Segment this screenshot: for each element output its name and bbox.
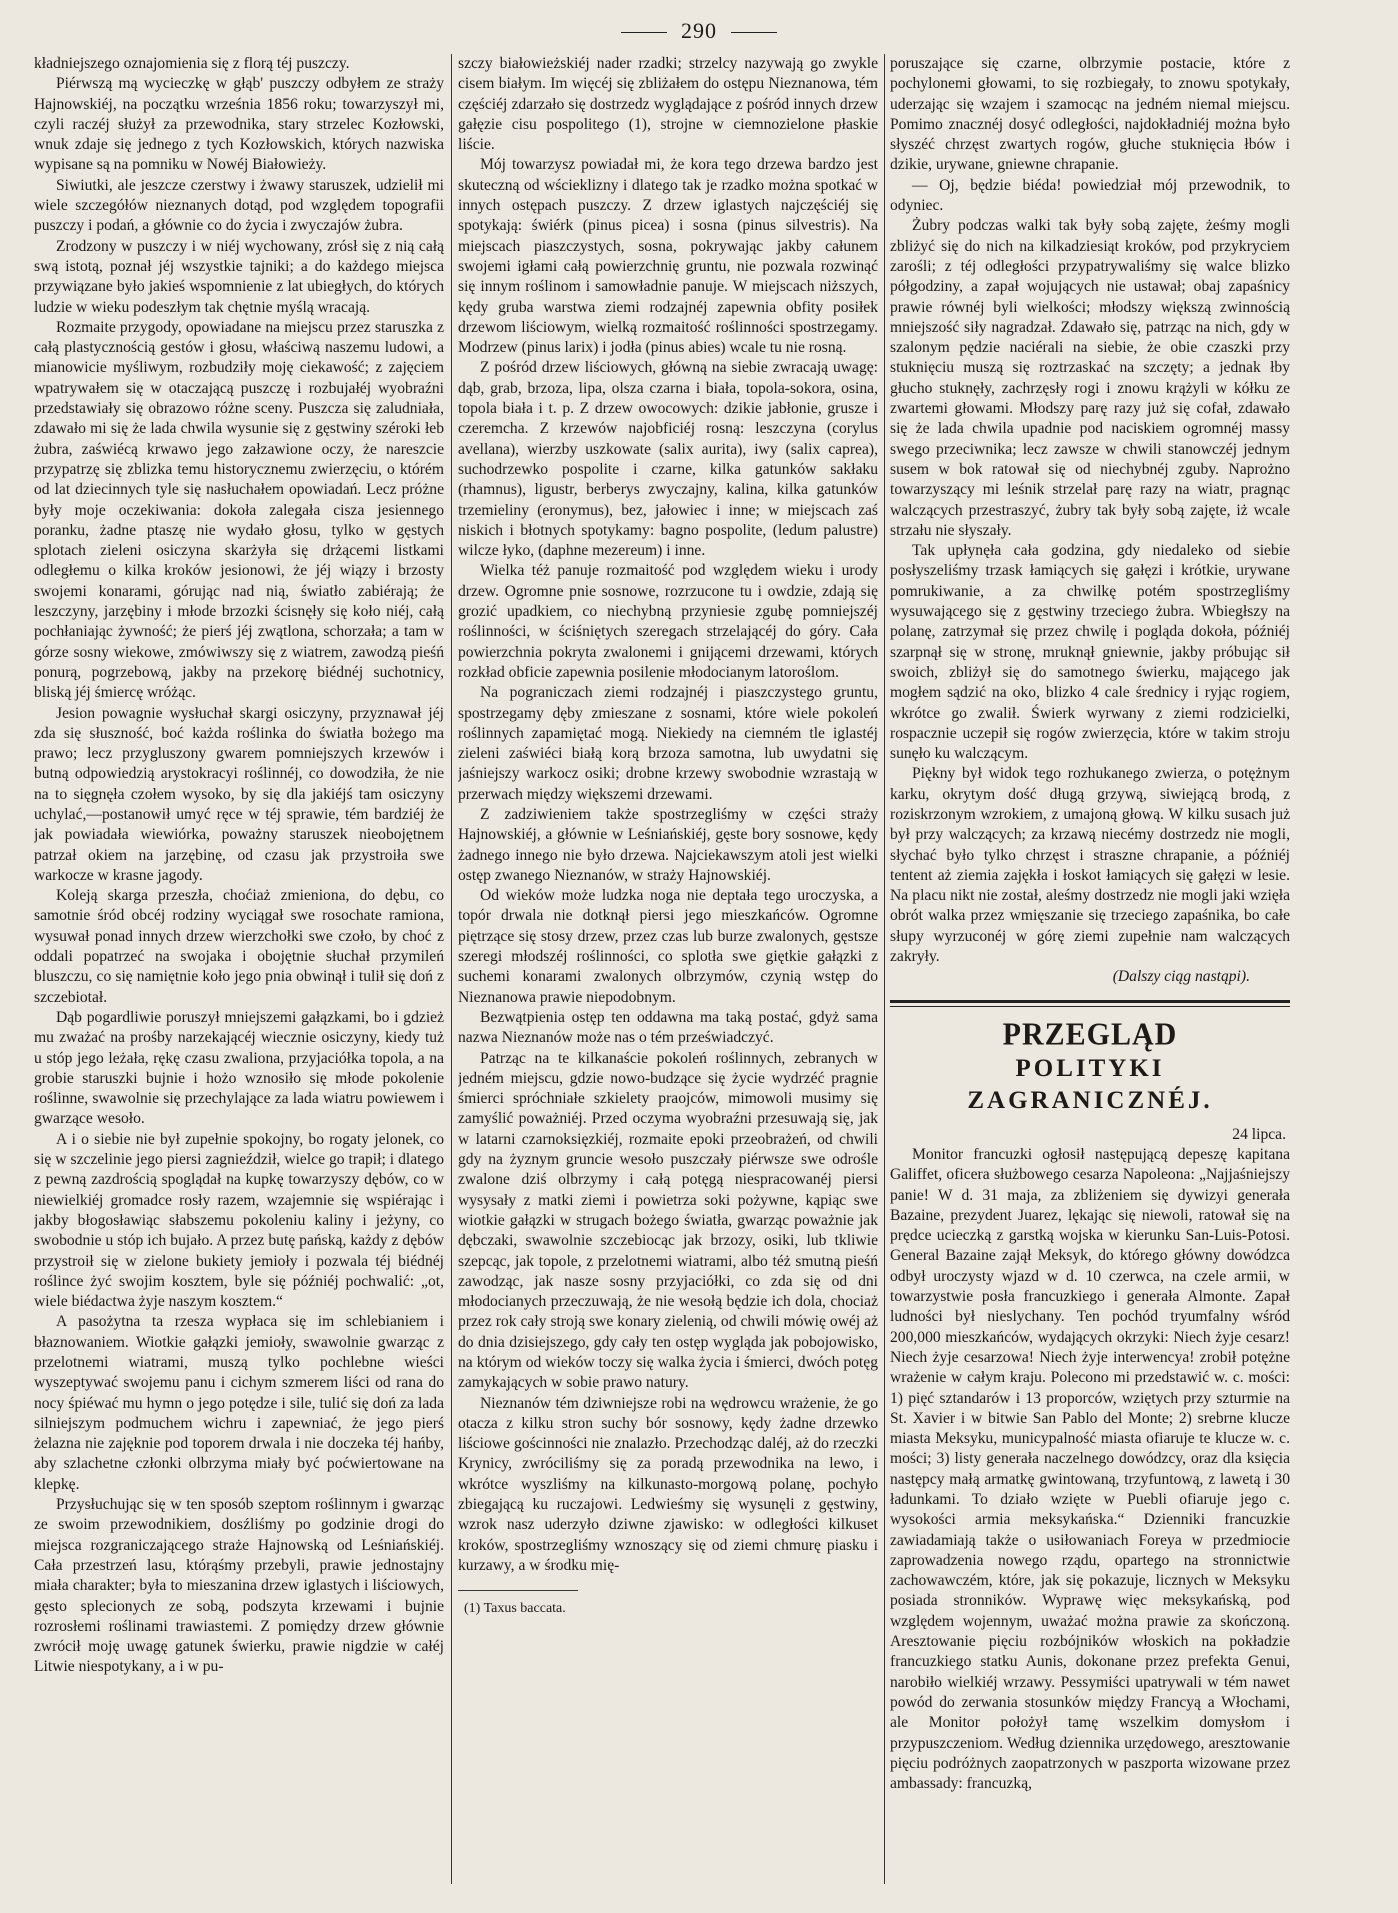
col2-paragraph: Z zadziwieniem także spostrzegliśmy w części straży Hajnowskiéj, a głównie w Leśniańskiéj, gęste bory sosnowe, kędy żadnego innego nie było drzewa. Najciekawszym atoli jest wielki ostęp zwanego Nieznanów, w straży Hajnowskiéj. bbox=[458, 805, 878, 884]
col1-paragraph: Siwiutki, ale jeszcze czerstwy i żwawy staruszek, udzielił mi wiele szczegółów nieznanych dotąd, pod względem topografii puszczy i podań, a głównie co do życia i zwyczajów żubra. bbox=[34, 176, 444, 235]
article-column-2 bbox=[458, 54, 878, 1894]
section-title: PRZEGLĄD bbox=[1002, 1016, 1178, 1052]
column-rule-right bbox=[884, 54, 885, 1884]
col2-paragraph: Wielka téż panuje rozmaitość pod względem wieku i urody drzew. Ogromne pnie sosnowe, rozrzucone tu i owdzie, zdają się grozić upadkiem, co niechybną przyniesie zgubę pomniejszéj roślinności, w ściśniętych szeregach strzelającéj do góry. Cała powierzchnia pokryta zwalonemi i gnijącemi drzewami, których rozkład obficie zapewnia posilenie młodocianym latoroślom. bbox=[458, 562, 878, 681]
continued-note: (Dalszy ciąg nastąpi). bbox=[1112, 968, 1250, 986]
col3-paragraph: Piękny był widok tego rozhukanego zwierza, o potężnym karku, okrytym dość długą grzywą, siwiejącą brodą, z roziskrzonym wzrokiem, z umajoną głową. W kilku susach już był przy walczących; za krzawą niecémy dostrzedz nie mogli, słychać było tylko chrzęst i straszne chrapanie, a późniéj tentent aż ziemia zajękła i łoskot łamiących się gałęzi w lesie. Na placu nikt nie został, aleśmy dostrzedz nie mogli jaki wzięła obrót walka przez wmięszanie się trzeciego zapaśnika, bo całe słupy wyrzuconéj w górę ziemi zupełnie nam walczących zakryły. bbox=[890, 765, 1290, 966]
article-column-1 bbox=[34, 54, 444, 1894]
col1-paragraph: Piérwszą mą wycieczkę w głąb' puszczy odbyłem ze straży Hajnowskiéj, na początku września 1856 roku; towarzyszył mi, czyli raczéj służył za przewodnika, stary strzelec Kozłowski, wnuk zdaje się jednego z tych Kozłowskich, których nazwiska wypisane są na pomniku w Nowéj Białowieży. bbox=[34, 75, 444, 174]
column-rule-left bbox=[451, 54, 452, 1884]
section-divider bbox=[890, 1000, 1290, 1007]
col1-paragraph: A pasożytna ta rzesza wypłaca się im schlebianiem i błaznowaniem. Wiotkie gałązki jemioły, swawolnie gwarząc z przelotnemi wiatrami, muszą tylko pochlebne wieści wyszeptywać swojemu panu i cichym szmerem liści od rana do nocy śpiéwać mu hymn o jego potędze i sile, tulić się doń za lada silniejszym podmuchem wichru i zapewniać, że jego pierś żelazna nie zajęknie pod toporem drwala i nie doczeka téj hańby, aby szlachetne członki olbrzyma miały być poćwiertowane na klepkę. bbox=[34, 1313, 444, 1493]
col1-paragraph: Dąb pogardliwie poruszył mniejszemi gałązkami, bo i gdzież mu zważać na prośby narzekającéj wiecznie osiczyny, kiedy tuż u stóp jego leżała, rękę czasu zwaliona, przyjaciółka topola, a na grobie staruszki bujnie i hożo wznosiło się młode pokolenie roślinne, swawolnie się przechylające za lada wiatru powiewem i gwarzące wesoło. bbox=[34, 1008, 444, 1128]
col2-paragraph: Z pośród drzew liściowych, główną na siebie zwracają uwagę: dąb, grab, brzoza, lipa, olsza czarna i biała, topola-sokora, osina, topola biała i t. p. Z drzew owocowych: dzikie jabłonie, grusze i czeremcha. Z krzewów najobficiéj rosną: leszczyna (corylus avellana), wierzby uszkowate (salix aurita), iwy (salix caprea), suchodrzewko pospolite i czarne, kilka gatunków sakłaku (rhamnus), ligustr, berberys zwyczajny, kalina, kilka gatunków trzemieliny (eronymus), bez, jałowiec i inne; w miejscach zaś niskich i błotnych spotykamy: bagno pospolite, (ledum palustre) wilcze łyko, (daphne mezereum) i inne. bbox=[458, 359, 878, 560]
footnote: (1) Taxus baccata. bbox=[464, 1601, 566, 1617]
dateline: 24 lipca. bbox=[1232, 1125, 1286, 1143]
col1-paragraph: Koleją skarga przeszła, choćiaż zmieniona, do dębu, co samotnie śród obcéj rodziny wyciągał swe rosochate ramiona, wysuwał ponad innych drzew wierzchołki swe czoło, by choć z oddali popatrzeć na swojaka i obojętnie słuchał przymileń bluszczu, co się namiętnie koło jego pnia obwinął i tulił się doń z szczebiotał. bbox=[34, 887, 444, 1006]
col2-paragraph: Na pograniczach ziemi rodzajnéj i piaszczystego gruntu, spostrzegamy dęby zmieszane z sosnami, które wiele pokoleń roślinnych zapamiętać mogą. Niekiedy na ciemném tle iglastéj zieleni zaświéci białą korą brzoza samotna, lub uwydatni się jaśniejszy warkocz osiki; drobne krzewy swobodnie wzrastają w przerwach między większemi drzewami. bbox=[458, 684, 878, 803]
col1-paragraph: kładniejszego oznajomienia się z florą téj puszczy. bbox=[34, 55, 350, 72]
col1-paragraph: Zrodzony w puszczy i w niéj wychowany, zrósł się z nią całą swą istotą, poznał jéj wszystkie tajniki; a do każdego miejsca przywiązane było jakieś wspomnienie z lat ubiegłych, do których ludzie w wieku podeszłym tak chętnie myślą wracają. bbox=[34, 237, 444, 316]
col2-paragraph: Mój towarzysz powiadał mi, że kora tego drzewa bardzo jest skuteczną od wścieklizny i dlatego tak je rzadko można spotkać w innych ostępach puszczy. Z drzew iglastych najczęściéj się spotykają: świérk (pinus picea) i sosna (pinus silvestris). Na miejscach piaszczystych, sosna, pokrywając jakby całunem swojemi igłami całą powierzchnię gruntu, nie pozwala rozwinąć się innym roślinom i samowładnie panuje. W miejscach niższych, kędy gruba warstwa ziemi rodzajnéj zapewnia obfity posiłek drzewom liściowym, wielką rozmaitość roślinności spostrzegamy. Modrzew (pinus larix) i jodła (pinus abies) wcale tu nie rosną. bbox=[458, 156, 878, 357]
col1-paragraph: Przysłuchując się w ten sposób szeptom roślinnym i gwarząc ze swoim przewodnikiem, dosźliśmy po godzinie drogi do miejsca rozgraniczającego straże Hajnowską od Leśniańskiéj. Cała przestrzeń lasu, którąśmy przebyli, prawie jednostajny miała charakter; była to mieszanina drzew iglastych i liściowych, gęsto splecionych ze sobą, podszyta krzewami i bujnie rozrosłemi roślinami trawiastemi. Z pomiędzy drzew głównie zwrócił moję uwagę gatunek świerku, prawie nigdzie w całéj Litwie niespotykany, a i w pu- bbox=[34, 1496, 444, 1676]
col2-paragraph: Bezwątpienia ostęp ten oddawna ma taką postać, gdyż sama nazwa Nieznanów może nas o tém przeświadczyć. bbox=[458, 1008, 878, 1047]
article-column-3 bbox=[890, 54, 1290, 1894]
col3-paragraph: poruszające się czarne, olbrzymie postacie, które z pochylonemi głowami, to się rozbiegały, to znowu spotykały, uderzając się wzajem i szamocąc na jedném niemal miejscu. Pomimo znacznéj dosyć odległości, najdokładniéj można było słyszéć chrzęst zwartych rogów, głuche stuknięcia łbów i dzikie, urywane, gniewne chrapanie. bbox=[890, 55, 1290, 174]
col2-paragraph: szczy białowieżskiéj nader rzadki; strzelcy nazywają go zwykle cisem białym. Im więcéj się zbliżałem do ostępu Nieznanowa, tém częściéj zdarzało się dostrzedz wyglądające z pośród innych drzew gałęzie cisu pospolitego (1), strojne w ciemnozielone płaskie liście. bbox=[458, 55, 878, 154]
col1-paragraph: Jesion powagnie wysłuchał skargi osiczyny, przyznawał jéj zda się słuszność, boć każda roślinka do światła bożego ma prawo; lecz przygluszony gwarem pomniejszych krzewów i butną odpowiedzią arystokracyi roślinnéj, co dowodziła, że nie na to sięgnęła czołem wysoko, by się dla jakiéjś tam osiczyny uchylać,—postanowił umyć ręce w téj sprawie, tém bardziéj że jak powiadała wiewiórka, poważny staruszek nieobojętnem patrzał okiem na jarzębinę, od czasu jak przystroiła swe warkocze w krasne jagody. bbox=[34, 704, 444, 884]
col3-paragraph: Tak upłynęła cała godzina, gdy niedaleko od siebie posłyszeliśmy trzask łamiących się gałęzi i krótkie, urywane pomrukiwanie, a za chwilkę potém spostrzegliśmy wysuwającego się z gęstwiny trzeciego żubra. Wbiegłszy na polanę, zatrzymał się przez chwilę i pogląda dokoła, późniéj szarpnął się w stronę, mruknął gniewnie, jakby próbując sił swoich, zbliżył się do samotnego świerku, mającego jak mogłem sądzić na oko, blizko 4 cale średnicy i ryjąc rogiem, wkrótce go zwalił. Świerk wyrwany z ziemi rodzicielki, rospacznie uczepił się rogów zwierzęcia, które w takim stroju sunęło ku walczącym. bbox=[890, 542, 1290, 763]
col1-paragraph: A i o siebie nie był zupełnie spokojny, bo rogaty jelonek, co się w szczelinie jego piersi zagnieździł, wielce go trapił; i dlatego z pewną zazdrością spoglądał na kupkę towarzyszy dębów, co w niewielkiéj gromadce rosły razem, wzajemnie się wspiérając i jakby błogosławiąc słabszemu pokoleniu kaliny i jeżyny, co swobodnie u stóp ich bujało. A przez butę pańską, każdy z dębów przystroił się w zielone bukiety jemioły i pozwala téj biédnéj roślince żyć swojim kosztem, byle się późniéj pochwalić: „ot, wiele biédactwa żyje naszym kosztem.“ bbox=[34, 1130, 444, 1311]
section-subtitle: POLITYKI ZAGRANICZNÉJ. bbox=[967, 1054, 1213, 1114]
col2-paragraph: Od wieków może ludzka noga nie deptała tego uroczyska, a topór drwala nie dotknął piersi jego mieszkańców. Ogromne piętrzące się stosy drzew, przez czas lub burze zwalonych, gęstsze szeregi młodszéj roślinności, co splotła swe giętkie gałązki z suchemi konarami zwalonych olbrzymów, czynią wstęp do Nieznanowa prawie niepodobnym. bbox=[458, 887, 878, 1006]
col2-paragraph: Nieznanów tém dziwniejsze robi na wędrowcu wrażenie, że go otacza z kilku stron suchy bór sosnowy, kędy żadne drzewko liściowe gościnności nie znalazło. Przechodząc daléj, aż do rzeczki Krynicy, zwróciliśmy się za poradą przewodnika na lewo, i wkrótce wyszliśmy na kilkunasto-morgową polanę, pochyło zbiegającą ku ruczajowi. Ledwieśmy się wysunęli z gęstwiny, wzrok nasz uderzyło dziwne zjawisko: w odległości kilkuset kroków, spostrzegliśmy wznoszący się od ziemi chmurę piasku i kurzawy, a w środku mię- bbox=[458, 1394, 878, 1574]
col3-paragraph: Żubry podczas walki tak były sobą zajęte, żeśmy mogli zbliżyć się do nich na kilkadziesiąt kroków, pod przykryciem zarośli; z téj odległości przypatrywaliśmy się walce blizko półgodziny, a zapał wojujących nie ustawał; obaj zapaśnicy prawie równéj byli wielkości; młodszy większą zwinnością mniejszość siły nagradzał. Zdawało się, patrząc na nich, gdy w szalonym pędzie naciérali na siebie, że obie czaszki przy stuknięciu muszą się roztrzaskać na szczęty; a jednak łby głucho stuknęły, zachrzęsły rogi i znowu krążyli w kółku ze zwartemi głowami. Młodszy parę razy już się cofał, zdawało się że lada chwila upadnie pod naciskiem ogromnéj massy swego przeciwnika; lecz zawsze w chwili stanowczéj jednym susem w bok ratował się od niechybnéj zguby. Naprożno towarzyszący mi leśnik strzelał parę razy na wiatr, pragnąc walczących przestraszyć, żubry tak były sobą zajęte, iż wcale strzału nie słyszały. bbox=[890, 217, 1290, 539]
news-paragraph: Monitor francuzki ogłosił następującą depeszę kapitana Galiffet, oficera służbowego cesarza Napoleona: „Najjaśniejszy panie! W d. 31 maja, za zbliżeniem się dywizyi generała Bazaine, prezydent Juarez, lękając się niewoli, ratował się na prędce ucieczką z garstką wojska w kierunku San-Luis-Potosi. General Bazaine zajął Meksyk, do którego główny dowódzca odbył uroczysty wjazd w d. 10 czerwca, na czele armii, w towarzystwie posła francuzkiego i generała Almonte. Zapał ludności był nieslychany. Ten pochód tryumfalny wśród 200,000 mieszkańców, wydających okrzyki: Niech żyje cesarz! Niech żyje cesarzowa! Niech żyje interwencya! zrobił potężne wrażenie w całym kraju. Polecono mi przedstawić w. c. mości: 1) pięć sztandarów i 13 proporców, wziętych przy szturmie na St. Xavier i w bitwie San Pablo del Monte; 2) srebrne klucze miasta Meksyku, municypalność miasta ofiaruje te klucze w. c. mości; 3) listy generała naczelnego dowódzcy, oraz dla księcia następcy małą armatkę gwintowaną, trzyfuntową, z lawetą i 30 ładunkami. To działo wzięte w Puebli ofiaruje jego c. wysokości armia meksykańska.“ Dzienniki francuzkie zawiadamiają także o usiłowaniach Foreya w przedmiocie zaprowadzenia nowego rządu, opartego na stronnictwie zachowawczém, które, jak się pokazuje, licznych w Meksyku posiada stronników. Wyprawę więc meksykańską, pod względem wojennym, uważać można prawie za skończoną. Aresztowanie pięciu rozbójników włoskich na pokładzie francuzkiego statku Aunis, dokonane przez prefekta Genui, narobiło wielkiéj wrzawy. Pessymiści upatrywali w tém nawet powód do zerwania stosunków między Francyą a Włochami, ale Monitor położył tamę wszelkim domysłom i przypuszczeniom. Według dziennika urzędowego, aresztowanie pięciu podróżnych zaopatrzonych w paszporta wizowane przez ambassady: francuzką, bbox=[890, 1145, 1290, 1793]
footnote-rule bbox=[458, 1590, 578, 1591]
col3-paragraph: — Oj, będzie biéda! powiedział mój przewodnik, to odyniec. bbox=[890, 176, 1290, 215]
col2-paragraph: Patrząc na te kilkanaście pokoleń roślinnych, zebranych w jedném miejscu, gdzie nowo-budzące się życie wydrzéć pragnie śmierci spróchniałe szkielety praojców, mimowoli musimy się zamyślić poważniéj. Przed oczyma wyobraźni przesuwają się, jak w latarni czarnoksięzkiéj, rozmaite epoki przeobrażeń, od chwili gdy na żyznym gruncie wesoło puszczały piérwsze swe odrośle zwalone dziś olbrzymy i całą potęgą niespracowanéj piersi wysysały z matki ziemi i powietrza soki pożywne, kąpiąc swe wiotkie gałązki w strugach bożego światła, gwarząc poważnie jak dębczaki, swawolnie szczebiocąc jak brzozy, osiki, lub tkliwie szepcąc, jak topole, z przelotnemi wiatrami, albo téż smutną pieśń zawodząc, jak nasze sosny przyjaciółki, co zda się od dni młodocianych przeczuwają, że nie wesołą będzie ich dola, chociaż przez rok cały stroją swe konary zielenią, od chwili mówię owéj aż do dnia dzisiejszego, gdy cały ten ostęp wygląda jak pobojowisko, na którym od wieków toczy się walka życia i śmierci, dwóch potęg zamykających w sobie prawo natury. bbox=[458, 1049, 878, 1392]
col1-paragraph: Rozmaite przygody, opowiadane na miejscu przez staruszka z całą plastycznością gestów i głosu, właściwą naszemu ludowi, a mianowicie myśliwym, rozbudziły moję ciekawość; z zajęciem wpatrywałem się w otaczającą puszczę i rozbujałéj wyobraźni przedstawiały się obrazowo różne sceny. Puszcza się zaludniała, zdawało mi się że lada chwila wysunie się z gęstwiny széroki łeb żubra, zaświécą krwawo jego załzawione oczy, że nareszcie przypatrzę się zblizka temu historycznemu zwierzęciu, o którém od lat dziecinnych tyle się nasłuchałem opowiadań. Lecz próżne były moje oczekiwania: dokoła zalegała cisza jesiennego poranku, żadne ptaszę nie wydało głosu, tylko w gęstych splotach zieleni osiczyna skarżyła się drżącemi listkami odległemu o kilka kroków jesionowi, że jéj wiązy i brzosty swojemi konarami, górując nad nią, światło zabiérają; że leszczyny, jarzębiny i młode brzozki ścisnęły się koło niéj, całą pochłaniając żywność; że pierś jéj zwątlona, schorzała; a tam w górze sosny wiekowe, zmówiwszy się z wiatrem, zawodzą pieśń ponurą, pogrzebową, jakby na przekorę biédnéj suchotnicy, bliską jéj śmiercę wróżąc. bbox=[34, 318, 444, 702]
page-number: 290 bbox=[0, 18, 1398, 44]
